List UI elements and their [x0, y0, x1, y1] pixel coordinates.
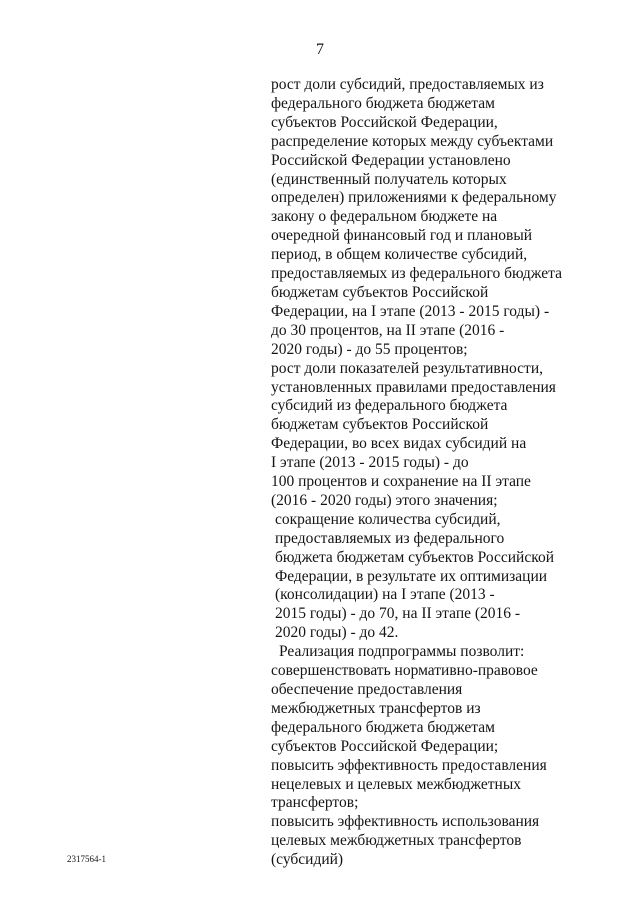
text-line: межбюджетных трансфертов из — [271, 699, 481, 717]
text-line: I этапе (2013 - 2015 годы) - до — [271, 454, 469, 472]
text-line: федерального бюджета бюджетам — [271, 718, 495, 736]
body-text — [271, 76, 611, 870]
text-line: распределение которых между субъектами — [271, 132, 554, 150]
footer-document-code: 2317564-1 — [67, 854, 106, 864]
text-line: совершенствовать нормативно-правовое — [271, 662, 538, 680]
text-line: 100 процентов и сохранение на II этапе — [271, 473, 531, 491]
text-line: субсидий из федерального бюджета — [271, 397, 508, 415]
text-line: бюджетам субъектов Российской — [271, 416, 489, 434]
text-line: трансфертов; — [271, 794, 359, 812]
text-line: субъектов Российской Федерации, — [271, 113, 498, 131]
text-line: целевых межбюджетных трансфертов — [271, 832, 522, 850]
text-line: рост доли показателей результативности, — [271, 359, 543, 377]
text-line: предоставляемых из федерального — [275, 529, 505, 547]
text-line: повысить эффективность использования — [271, 813, 540, 831]
text-line: Реализация подпрограммы позволит: — [279, 643, 525, 661]
text-line: (единственный получатель которых — [271, 170, 507, 188]
text-line: бюджета бюджетам субъектов Российской — [275, 548, 554, 566]
text-line: (2016 - 2020 годы) этого значения; — [271, 491, 498, 509]
text-line: до 30 процентов, на II этапе (2016 - — [271, 321, 505, 339]
text-line: бюджетам субъектов Российской — [271, 283, 489, 301]
text-line: Российской Федерации установлено — [271, 151, 511, 169]
text-line: рост доли субсидий, предоставляемых из — [271, 76, 544, 93]
text-line: предоставляемых из федерального бюджета — [271, 265, 562, 283]
text-line: 2020 годы) - до 55 процентов; — [271, 340, 468, 358]
text-line: субъектов Российской Федерации; — [271, 737, 499, 755]
text-line: Федерации, в результате их оптимизации — [275, 567, 548, 585]
text-line: 2020 годы) - до 42. — [275, 624, 399, 642]
text-line: закону о федеральном бюджете на — [271, 208, 498, 226]
text-line: Федерации, во всех видах субсидий на — [271, 435, 527, 453]
text-line: сокращение количества субсидий, — [275, 510, 501, 528]
page-number: 7 — [316, 41, 324, 58]
text-line: обеспечение предоставления — [271, 681, 463, 698]
text-line: федерального бюджета бюджетам — [271, 94, 495, 112]
text-line: период, в общем количестве субсидий, — [271, 246, 528, 264]
text-line: (субсидий) — [271, 851, 344, 869]
text-line: Федерации, на I этапе (2013 - 2015 годы) - — [271, 302, 550, 320]
text-line: определен) приложениями к федеральному — [271, 189, 557, 207]
text-line: (консолидации) на I этапе (2013 - — [275, 586, 495, 604]
text-line: установленных правилами предоставления — [271, 378, 556, 396]
text-line: нецелевых и целевых межбюджетных — [271, 775, 522, 793]
text-line: 2015 годы) - до 70, на II этапе (2016 - — [275, 605, 521, 623]
text-line: очередной финансовый год и плановый — [271, 227, 533, 245]
text-line: повысить эффективность предоставления — [271, 756, 547, 774]
